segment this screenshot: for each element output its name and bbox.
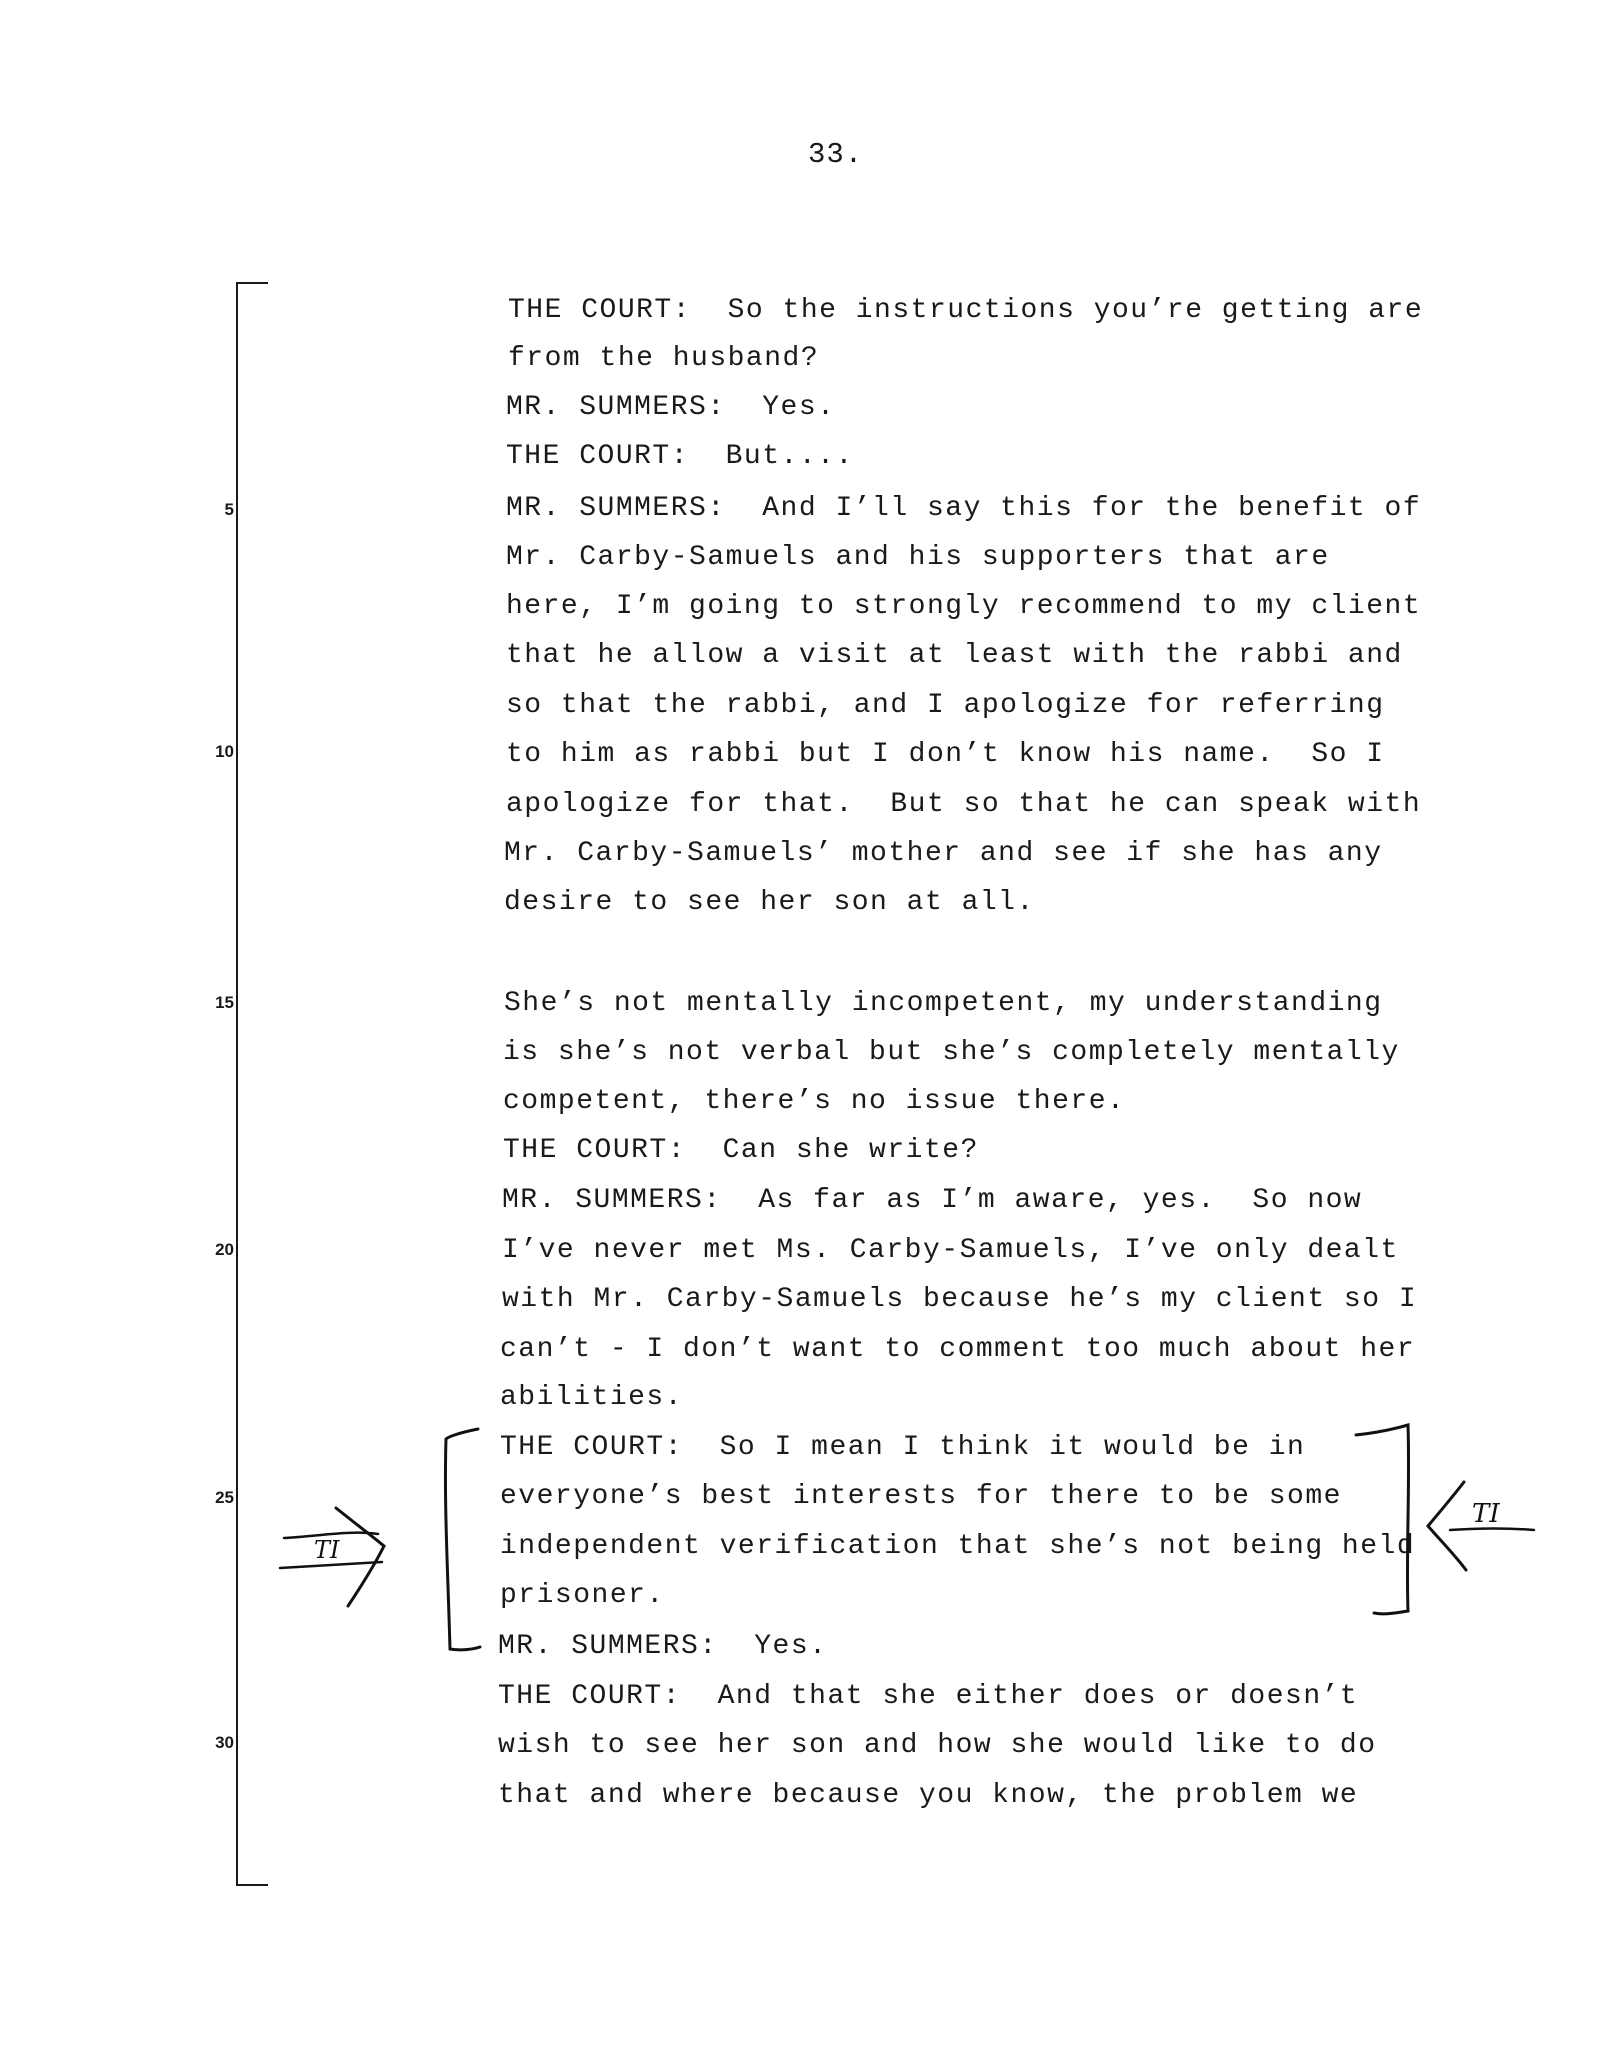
handwritten-arrow-right [1420, 1470, 1540, 1580]
transcript-line: so that the rabbi, and I apologize for referring [506, 690, 1385, 721]
transcript-line: apologize for that. But so that he can speak with [506, 789, 1422, 820]
transcript-line: is she’s not verbal but she’s completely mentally [503, 1037, 1400, 1068]
transcript-line: from the husband? [508, 343, 820, 374]
transcript-line: with Mr. Carby-Samuels because he’s my client so I [502, 1284, 1418, 1315]
line-number: 30 [215, 1733, 234, 1752]
transcript-line: THE COURT: But.... [506, 441, 854, 472]
transcript-line: Mr. Carby-Samuels and his supporters that are [506, 542, 1330, 573]
transcript-line: MR. SUMMERS: As far as I’m aware, yes. So now [502, 1185, 1363, 1216]
transcript-line: everyone’s best interests for there to be some [500, 1481, 1342, 1512]
transcript-line: that he allow a visit at least with the rabbi and [506, 640, 1403, 671]
transcript-line: wish to see her son and how she would like to do [498, 1730, 1377, 1761]
handwritten-note-right: TI [1472, 1499, 1500, 1529]
transcript-line: THE COURT: So I mean I think it would be in [500, 1432, 1306, 1463]
transcript-line: abilities. [500, 1382, 684, 1413]
transcript-line: THE COURT: And that she either does or doesn’t [498, 1681, 1359, 1712]
transcript-line: competent, there’s no issue there. [503, 1086, 1126, 1117]
transcript-line: to him as rabbi but I don’t know his name. So I [506, 739, 1385, 770]
transcript-line: independent verification that she’s not being held [500, 1531, 1416, 1562]
transcript-line: MR. SUMMERS: Yes. [506, 392, 836, 423]
margin-bracket [236, 282, 268, 1886]
transcript-line: She’s not mentally incompetent, my understanding [504, 988, 1383, 1019]
handwritten-bracket-right [1350, 1415, 1430, 1625]
line-number: 15 [215, 993, 234, 1012]
line-number: 20 [215, 1240, 234, 1259]
handwritten-note-left: TI [314, 1536, 340, 1564]
transcript-line: that and where because you know, the problem we [498, 1780, 1359, 1811]
transcript-line: MR. SUMMERS: Yes. [498, 1631, 828, 1662]
transcript-line: can’t - I don’t want to comment too much about her [500, 1334, 1416, 1365]
transcript-line: here, I’m going to strongly recommend to my client [506, 591, 1422, 622]
handwritten-bracket-left [428, 1415, 488, 1665]
handwritten-arrow-left [270, 1490, 400, 1620]
transcript-line: I’ve never met Ms. Carby-Samuels, I’ve only dealt [502, 1235, 1399, 1266]
transcript-line: prisoner. [500, 1580, 665, 1611]
transcript-line: MR. SUMMERS: And I’ll say this for the benefit of [506, 493, 1422, 524]
line-number: 25 [215, 1488, 234, 1507]
line-number: 10 [215, 742, 234, 761]
transcript-line: desire to see her son at all. [504, 887, 1035, 918]
page-number: 33. [808, 138, 864, 171]
transcript-line: THE COURT: So the instructions you’re getting are [508, 295, 1424, 326]
line-number: 5 [224, 500, 234, 519]
transcript-line: Mr. Carby-Samuels’ mother and see if she has any [504, 838, 1383, 869]
transcript-line: THE COURT: Can she write? [503, 1135, 979, 1166]
